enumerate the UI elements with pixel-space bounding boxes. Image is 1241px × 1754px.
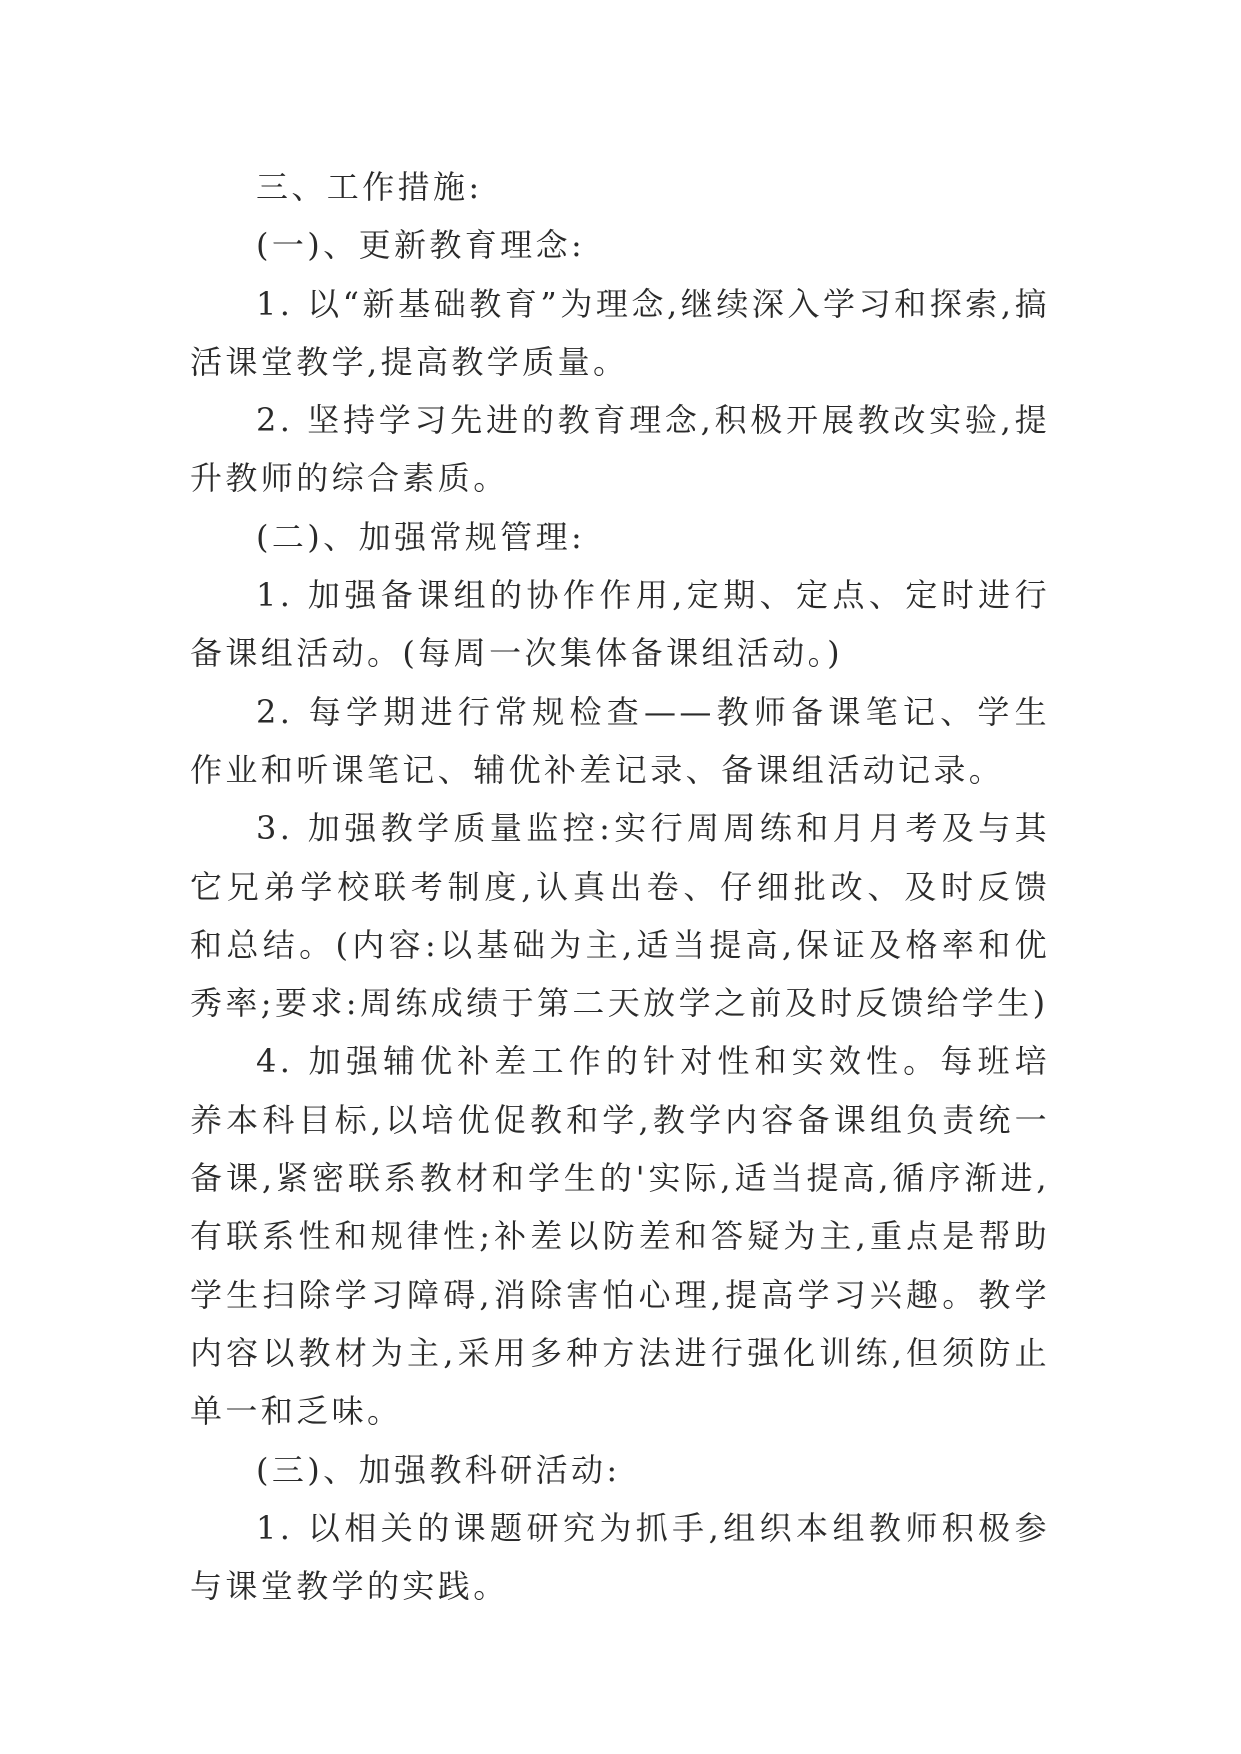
paragraph: 2. 每学期进行常规检查——教师备课笔记、学生作业和听课笔记、辅优补差记录、备课组活动记录。: [190, 692, 1050, 789]
paragraph: 2. 坚持学习先进的教育理念,积极开展教改实验,提升教师的综合素质。: [190, 401, 1050, 498]
subsection-heading: (二)、加强常规管理:: [256, 517, 586, 556]
subsection-heading: (一)、更新教育理念:: [256, 226, 586, 265]
paragraph: 1. 以相关的课题研究为抓手,组织本组教师积极参与课堂教学的实践。: [190, 1508, 1050, 1606]
document-body: [190, 158, 1050, 1615]
paragraph: 4. 加强辅优补差工作的针对性和实效性。每班培养本科目标,以培优促教和学,教学内容备课组负责统一备课,紧密联系教材和学生的'实际,适当提高,循序渐进,有联系性和规律性;补差以防差和答疑为主,重点是帮助学生扫除学习障碍,消除害怕心理,提高学习兴趣。教学内容以教材为主,采用多种方法进行强化训练,但须防止单一和乏味。: [190, 1042, 1050, 1431]
subsection-heading: (三)、加强教科研活动:: [256, 1450, 621, 1489]
paragraph: 1. 加强备课组的协作作用,定期、定点、定时进行备课组活动。(每周一次集体备课组活动。): [190, 576, 1050, 673]
section-heading: 三、工作措施:: [256, 168, 483, 206]
paragraph: 1. 以“新基础教育”为理念,继续深入学习和探索,搞活课堂教学,提高教学质量。: [190, 284, 1050, 381]
paragraph: 3. 加强教学质量监控:实行周周练和月月考及与其它兄弟学校联考制度,认真出卷、仔细批改、及时反馈和总结。(内容:以基础为主,适当提高,保证及格率和优秀率;要求:周练成绩于第二天放学之前及时反馈给学生): [190, 809, 1050, 1023]
